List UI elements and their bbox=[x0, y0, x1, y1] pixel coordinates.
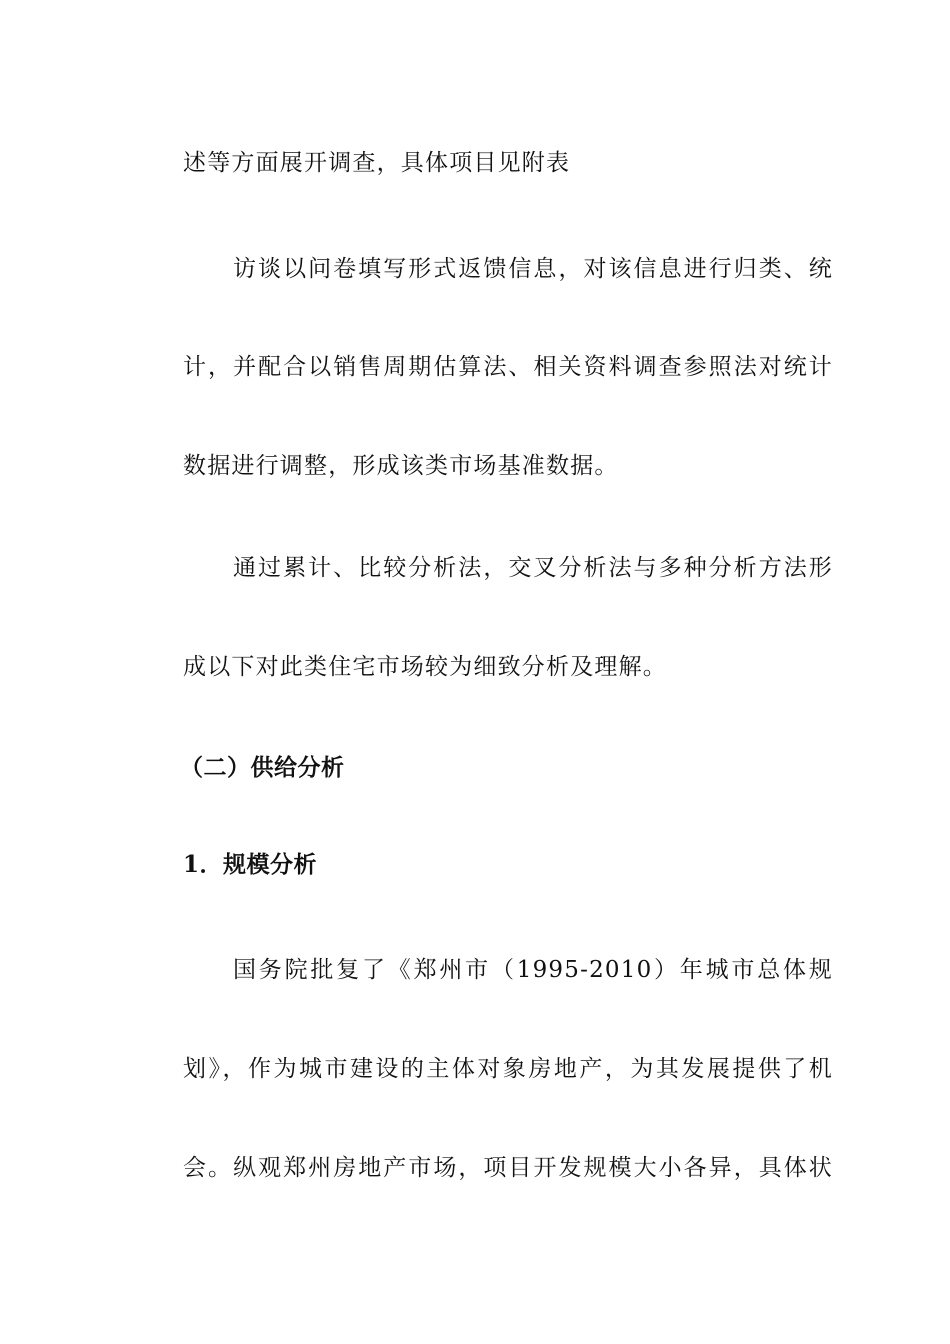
body-text-line: 通过累计、比较分析法，交叉分析法与多种分析方法形 bbox=[233, 555, 833, 581]
body-text-line: 数据进行调整，形成该类市场基准数据。 bbox=[183, 453, 619, 479]
body-text-line: 述等方面展开调查，具体项目见附表 bbox=[183, 150, 571, 176]
body-text-line: 成以下对此类住宅市场较为细致分析及理解。 bbox=[183, 654, 667, 680]
body-text-line: 国务院批复了《郑州市（1995-2010）年城市总体规 bbox=[233, 957, 833, 983]
body-text-line: 会。纵观郑州房地产市场，项目开发规模大小各异，具体状 bbox=[183, 1155, 833, 1181]
body-text-line: 计，并配合以销售周期估算法、相关资料调查参照法对统计 bbox=[183, 354, 833, 380]
body-text-line: 划》，作为城市建设的主体对象房地产，为其发展提供了机 bbox=[183, 1056, 833, 1082]
section-heading: （二）供给分析 bbox=[180, 754, 345, 781]
body-text-line: 访谈以问卷填写形式返馈信息，对该信息进行归类、统 bbox=[233, 256, 833, 282]
subsection-heading: 1．规模分析 bbox=[183, 851, 318, 878]
